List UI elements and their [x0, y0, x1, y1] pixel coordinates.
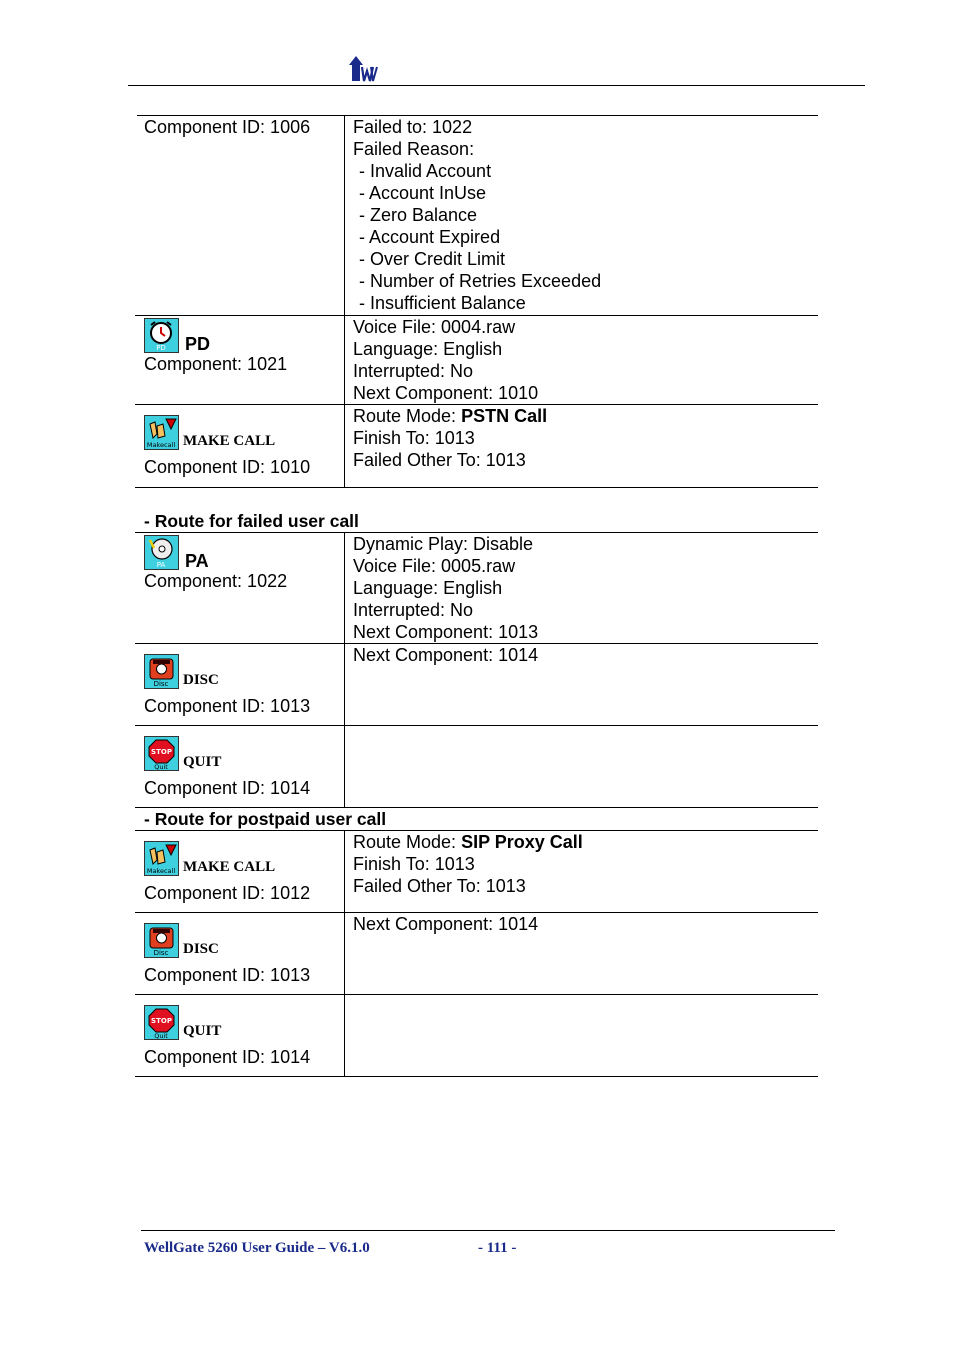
- failed-reason-item: - Number of Retries Exceeded: [359, 271, 602, 291]
- svg-text:Disc: Disc: [153, 949, 169, 957]
- quit-stop-icon: [144, 1005, 179, 1040]
- route-mode-label: Route Mode:: [353, 832, 462, 852]
- interrupted: Interrupted: No: [353, 600, 474, 620]
- svg-text:PD: PD: [156, 344, 166, 352]
- svg-text:Makecall: Makecall: [146, 867, 176, 875]
- table-row: [135, 726, 818, 808]
- component-id: Component: 1022: [144, 571, 288, 591]
- component-detail-cell: [345, 116, 818, 315]
- component-detail-cell: [345, 726, 818, 807]
- component-detail-cell: [345, 995, 818, 1076]
- route-mode-label: Route Mode:: [353, 406, 462, 426]
- disc-phone-icon: [144, 654, 179, 689]
- route-mode-value: PSTN Call: [461, 406, 548, 426]
- footer-document-title: WellGate 5260 User Guide – V6.1.0: [144, 1240, 370, 1256]
- component-type-label: PD: [185, 334, 211, 354]
- component-type-label: DISC: [183, 941, 219, 957]
- failed-reason-item: - Zero Balance: [359, 205, 478, 225]
- component-id-cell: [135, 405, 345, 487]
- voice-file: Voice File: 0004.raw: [353, 317, 516, 337]
- component-detail-cell: [345, 831, 818, 912]
- next-component: Next Component: 1013: [353, 622, 539, 642]
- failed-reason-item: - Account Expired: [359, 227, 501, 247]
- finish-to: Finish To: 1013: [353, 428, 475, 448]
- component-type-label: MAKE CALL: [183, 859, 276, 875]
- component-id-cell: [135, 995, 345, 1076]
- section-title-failed: - Route for failed user call: [135, 510, 818, 533]
- component-type-label: MAKE CALL: [183, 433, 276, 449]
- company-logo-icon: [349, 55, 379, 83]
- failed-reason-item: - Over Credit Limit: [359, 249, 506, 269]
- failed-other-to: Failed Other To: 1013: [353, 876, 526, 896]
- table-row: [135, 913, 818, 995]
- dynamic-play: Dynamic Play: Disable: [353, 534, 534, 554]
- component-type-label: PA: [185, 551, 209, 571]
- table-row: [135, 116, 818, 316]
- component-id: Component ID: 1014: [144, 1047, 311, 1067]
- pa-cd-icon: [144, 535, 179, 570]
- voice-file: Voice File: 0005.raw: [353, 556, 516, 576]
- quit-stop-icon: [144, 736, 179, 771]
- table-row: [135, 995, 818, 1077]
- component-id: Component ID: 1013: [144, 965, 311, 985]
- language: Language: English: [353, 578, 503, 598]
- table-row: [135, 316, 818, 405]
- table-row: [135, 533, 818, 644]
- component-id: Component ID: 1006: [144, 117, 311, 137]
- next-component: Next Component: 1014: [353, 645, 539, 665]
- makecall-icon: [144, 415, 179, 450]
- component-id: Component ID: 1014: [144, 778, 311, 798]
- failed-reason-item: - Invalid Account: [359, 161, 492, 181]
- page-footer: [144, 1240, 517, 1257]
- component-detail-cell: [345, 913, 818, 994]
- component-detail-cell: [345, 316, 818, 404]
- header-divider: [128, 85, 865, 86]
- component-id-cell: [135, 726, 345, 807]
- route-mode: [353, 405, 818, 427]
- svg-text:Quit: Quit: [154, 763, 168, 770]
- component-type-label: QUIT: [183, 754, 222, 770]
- table-row: [135, 405, 818, 488]
- component-type-label: QUIT: [183, 1023, 222, 1039]
- failed-reason-item: - Account InUse: [359, 183, 487, 203]
- failed-reason-label: Failed Reason:: [353, 139, 475, 159]
- makecall-icon: [144, 841, 179, 876]
- component-id: Component: 1021: [144, 354, 288, 374]
- component-detail-cell: [345, 405, 818, 487]
- component-detail-cell: [345, 533, 818, 643]
- route-mode-value: SIP Proxy Call: [461, 832, 583, 852]
- svg-text:Quit: Quit: [154, 1032, 168, 1039]
- next-component: Next Component: 1014: [353, 914, 539, 934]
- finish-to: Finish To: 1013: [353, 854, 475, 874]
- section-title-postpaid: - Route for postpaid user call: [135, 808, 818, 831]
- route-mode: [353, 831, 818, 853]
- component-id: Component ID: 1012: [144, 883, 311, 903]
- component-id: Component ID: 1013: [144, 696, 311, 716]
- svg-text:STOP: STOP: [151, 1017, 172, 1025]
- component-id-cell: [135, 913, 345, 994]
- next-component: Next Component: 1010: [353, 383, 539, 403]
- component-id-cell: [135, 644, 345, 725]
- component-detail-cell: [345, 644, 818, 725]
- svg-text:PA: PA: [156, 561, 166, 569]
- footer-divider: [141, 1230, 835, 1231]
- svg-text:Makecall: Makecall: [146, 441, 176, 449]
- svg-text:Disc: Disc: [153, 680, 169, 688]
- spacer: [135, 488, 818, 510]
- table-row: [135, 644, 818, 726]
- svg-text:STOP: STOP: [151, 748, 172, 756]
- component-table: [135, 116, 818, 1077]
- table-row: [135, 831, 818, 913]
- component-id-cell: [135, 116, 345, 315]
- failed-reason-item: - Insufficient Balance: [359, 293, 526, 313]
- failed-to: Failed to: 1022: [353, 117, 473, 137]
- component-type-label: DISC: [183, 672, 219, 688]
- failed-other-to: Failed Other To: 1013: [353, 450, 526, 470]
- disc-phone-icon: [144, 923, 179, 958]
- component-id: Component ID: 1010: [144, 457, 311, 477]
- component-id-cell: [135, 316, 345, 404]
- component-id-cell: [135, 533, 345, 643]
- interrupted: Interrupted: No: [353, 361, 474, 381]
- page-number: - 111 -: [478, 1240, 517, 1256]
- language: Language: English: [353, 339, 503, 359]
- component-id-cell: [135, 831, 345, 912]
- pd-alarm-icon: [144, 318, 179, 353]
